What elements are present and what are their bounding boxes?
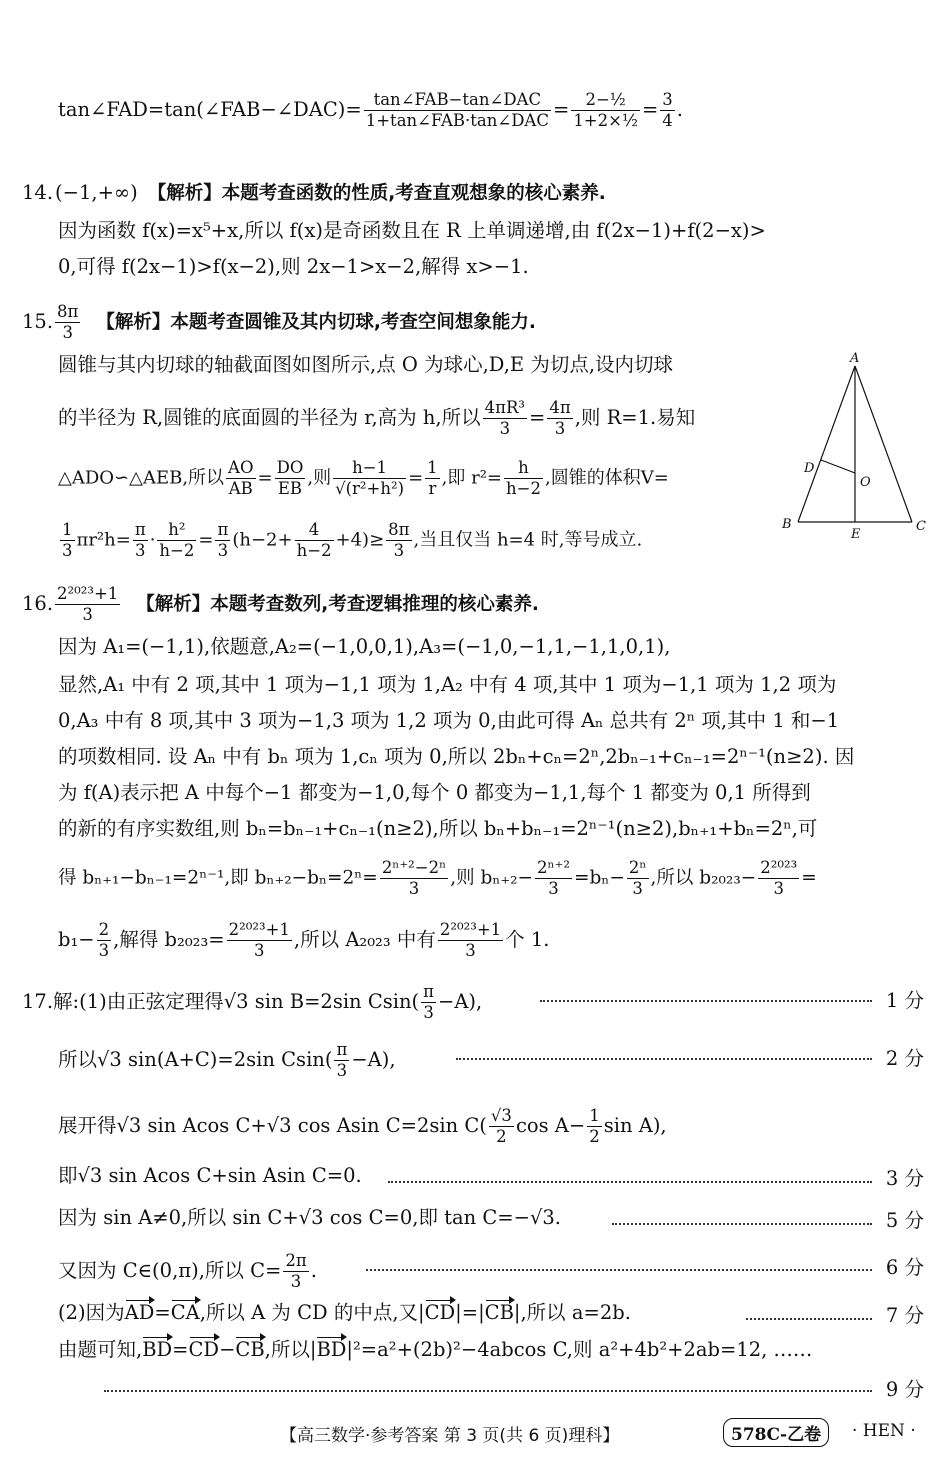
equals: = xyxy=(552,98,570,121)
fraction xyxy=(227,920,292,961)
vector: BD xyxy=(142,1338,173,1361)
fraction xyxy=(535,858,572,899)
fraction xyxy=(425,458,440,499)
denominator: 1+2×½ xyxy=(573,111,638,130)
fraction xyxy=(97,920,112,961)
text: sin A), xyxy=(603,1114,667,1137)
text: =bₙ− xyxy=(574,867,625,889)
score-9: 9 分 xyxy=(885,1378,924,1401)
denominator: 4 xyxy=(662,111,673,130)
leader-dots xyxy=(612,1223,872,1225)
p16-line5: 为 f(A)表示把 A 中每个−1 都变为−1,0,每个 0 都变为−1,1,每个 1 都变为 0,1 所得到 xyxy=(58,781,811,804)
p17-step6 xyxy=(58,1251,924,1292)
p15-line1: 圆锥与其内切球的轴截面图如图所示,点 O 为球心,D,E 为切点,设内切球 xyxy=(58,353,674,376)
fraction xyxy=(504,458,543,499)
text: 得 bₙ₊₁−bₙ₋₁=2ⁿ⁻¹,即 bₙ₊₂−bₙ=2ⁿ= xyxy=(58,867,378,889)
problem-number: 14. xyxy=(22,181,54,204)
denominator: h−2 xyxy=(506,479,541,498)
leader-dots xyxy=(456,1058,872,1060)
numerator: 2ⁿ xyxy=(628,858,647,877)
leader-dots xyxy=(104,1390,872,1392)
text: 个 1. xyxy=(505,928,550,951)
fraction xyxy=(334,1040,349,1081)
p17-step3 xyxy=(58,1106,924,1147)
text: b₁− xyxy=(58,928,95,951)
denominator: 3 xyxy=(773,879,785,898)
fraction xyxy=(364,90,551,131)
vector: CD xyxy=(424,1301,456,1324)
text: = xyxy=(154,1301,171,1324)
fraction xyxy=(421,982,436,1023)
score-5: 5 分 xyxy=(885,1209,924,1232)
fraction xyxy=(275,458,306,499)
fraction xyxy=(380,858,448,899)
denominator: 3 xyxy=(290,1272,302,1291)
text: . xyxy=(310,1259,317,1282)
denominator: 3 xyxy=(393,541,405,560)
fraction xyxy=(571,90,640,131)
text: 展开得√3 sin Acos C+√3 cos Asin C=2sin C( xyxy=(58,1114,487,1137)
edge-ac xyxy=(855,366,912,522)
text: ,所以 b₂₀₂₃− xyxy=(650,867,757,889)
numerator: π xyxy=(134,520,146,539)
numerator: 1 xyxy=(589,1106,600,1125)
p16-line6: 的新的有序实数组,则 bₙ=bₙ₋₁+cₙ₋₁(n≥2),所以 bₙ+bₙ₋₁=2ⁿ⁻¹(n≥2),bₙ₊₁+bₙ=2ⁿ,可 xyxy=(58,817,818,840)
text: 的半径为 R,圆锥的底面圆的半径为 r,高为 h,所以 xyxy=(58,406,481,429)
vector: CB xyxy=(235,1338,265,1361)
fraction xyxy=(547,398,572,439)
period: . xyxy=(676,98,683,121)
text: ,当且仅当 h=4 时,等号成立. xyxy=(413,529,643,551)
numerator: 2²⁰²³+1 xyxy=(439,920,502,939)
numerator: 2π xyxy=(285,1251,307,1270)
label-c: C xyxy=(916,519,926,534)
numerator: 4π xyxy=(549,398,571,417)
numerator: h xyxy=(504,458,543,479)
denominator: 2 xyxy=(496,1127,507,1146)
p16-line2: 显然,A₁ 中有 2 项,其中 1 项为−1,1 项为 1,A₂ 中有 4 项,其中 1 项为−1,1 项为 1,2 项为 xyxy=(58,673,837,696)
label-e: E xyxy=(851,527,861,542)
text: ,则 bₙ₊₂− xyxy=(450,867,534,889)
leader-dots xyxy=(366,1269,872,1271)
numerator: 2−½ xyxy=(571,90,640,111)
text: ,所以| xyxy=(264,1338,317,1361)
p17-step4: 即√3 sin Acos C+sin Asin C=0. xyxy=(58,1164,362,1187)
text: ,所以 A 为 CD 的中点,又| xyxy=(199,1301,425,1324)
denominator: 3 xyxy=(62,541,73,560)
denominator: 2 xyxy=(589,1127,600,1146)
fraction xyxy=(483,398,527,439)
text: 又因为 C∈(0,π),所以 C= xyxy=(58,1259,282,1282)
numerator: DO xyxy=(276,458,304,477)
leader-dots xyxy=(540,1000,872,1002)
p17-step8 xyxy=(58,1337,924,1363)
formula-tan-fad xyxy=(58,90,924,131)
label-o: O xyxy=(860,475,871,490)
problem-number: 16. xyxy=(22,592,54,615)
label-b: B xyxy=(782,517,792,532)
label-a: A xyxy=(850,351,860,366)
problem-number: 15. xyxy=(22,310,54,333)
vector: CD xyxy=(188,1338,220,1361)
numerator: 8π xyxy=(388,520,410,539)
text: 所以√3 sin(A+C)=2sin Csin( xyxy=(58,1048,333,1071)
text: −A), xyxy=(438,990,483,1013)
text: = xyxy=(801,867,817,889)
text: ,圆锥的体积V= xyxy=(544,467,669,489)
denominator: 3 xyxy=(465,941,476,960)
score-6: 6 分 xyxy=(885,1256,924,1279)
denominator: 3 xyxy=(554,419,566,438)
equals: = xyxy=(257,467,273,489)
leader-dots xyxy=(746,1318,872,1320)
fraction xyxy=(283,1251,308,1292)
analysis-heading: 【解析】本题考查函数的性质,考查直观想象的核心素养. xyxy=(147,183,606,204)
answer: (−1,+∞) xyxy=(55,181,138,204)
denominator: 3 xyxy=(499,419,511,438)
numerator: 2ⁿ⁺²−2ⁿ xyxy=(381,858,447,877)
denominator: 3 xyxy=(254,941,265,960)
fraction xyxy=(60,520,75,561)
numerator: 1 xyxy=(427,458,438,477)
text: · xyxy=(149,529,156,551)
text: πr²h= xyxy=(76,529,131,551)
answer-fraction xyxy=(55,584,120,625)
numerator: 1 xyxy=(62,520,73,539)
vector: BD xyxy=(316,1338,347,1361)
numerator: 4πR³ xyxy=(484,398,526,417)
denominator: 3 xyxy=(217,541,229,560)
text: |²=a²+(2b)²−4abcos C,则 a²+4b²+2ab=12, xyxy=(346,1338,768,1361)
denominator: r xyxy=(428,479,437,498)
text: = xyxy=(198,529,214,551)
fraction xyxy=(627,858,649,899)
fraction xyxy=(587,1106,602,1147)
fraction xyxy=(215,520,230,561)
text: (2)因为 xyxy=(58,1301,125,1324)
numerator: 2ⁿ⁺² xyxy=(537,858,570,877)
text: |,所以 a=2b. xyxy=(513,1301,631,1324)
vector: CB xyxy=(484,1301,514,1324)
denominator: 1+tan∠FAB·tan∠DAC xyxy=(365,111,549,130)
score-3: 3 分 xyxy=(885,1167,924,1190)
p17-step7 xyxy=(58,1300,924,1326)
text: 由题可知, xyxy=(58,1338,143,1361)
numerator: 2²⁰²³+1 xyxy=(57,584,119,603)
p16-header xyxy=(22,584,924,625)
p16-line8 xyxy=(58,920,924,961)
numerator: 2²⁰²³ xyxy=(760,858,798,877)
fraction xyxy=(386,520,411,561)
p15-header xyxy=(22,302,924,343)
denominator: h−2 xyxy=(159,541,195,560)
p15-line3 xyxy=(58,458,770,499)
text: △ADO∽△AEB,所以 xyxy=(58,467,225,489)
text: − xyxy=(219,1338,236,1361)
label-d: D xyxy=(804,461,815,476)
denominator: 3 xyxy=(548,879,559,898)
p17-step1 xyxy=(22,982,924,1023)
denominator: 3 xyxy=(632,879,643,898)
numerator: π xyxy=(336,1040,348,1059)
text: ,则 xyxy=(307,467,332,489)
problem-number: 17. xyxy=(22,990,54,1013)
fraction xyxy=(333,458,406,499)
hen-mark: · HEN · xyxy=(852,1421,916,1441)
p16-line7 xyxy=(58,858,924,899)
fraction xyxy=(660,90,675,131)
denominator: 3 xyxy=(423,1003,434,1022)
numerator: 2 xyxy=(98,920,110,939)
equals: = xyxy=(529,406,546,429)
numerator: 2²⁰²³+1 xyxy=(228,920,290,939)
denominator: AB xyxy=(228,479,253,498)
fraction xyxy=(226,458,255,499)
text: 解:(1)由正弦定理得√3 sin B=2sin Csin( xyxy=(53,990,420,1013)
p14-line1: 因为函数 f(x)=x⁵+x,所以 f(x)是奇函数且在 R 上单调递增,由 f(2x−1)+f(2−x)> xyxy=(58,219,766,242)
answer-fraction xyxy=(55,302,80,343)
denominator: 3 xyxy=(408,879,420,898)
page-footer: 【高三数学·参考答案 第 3 页(共 6 页)理科】 xyxy=(280,1426,620,1446)
equals: = xyxy=(408,467,424,489)
text: = xyxy=(172,1338,189,1361)
segment-do xyxy=(821,460,855,473)
fraction xyxy=(489,1106,514,1147)
cone-diagram xyxy=(778,348,928,548)
equals: = xyxy=(641,98,659,121)
fraction xyxy=(295,520,334,561)
edge-ab xyxy=(798,366,855,522)
denominator: 3 xyxy=(98,941,110,960)
paper-code: 578C-乙卷 xyxy=(723,1418,829,1447)
p16-line3: 0,A₃ 中有 8 项,其中 3 项为−1,3 项为 1,2 项为 0,由此可得 Aₙ 总共有 2ⁿ 项,其中 1 和−1 xyxy=(58,709,840,732)
formula-text: tan∠FAD=tan(∠FAB−∠DAC)= xyxy=(58,98,362,121)
text: ,所以 A₂₀₂₃ 中有 xyxy=(293,928,436,951)
text: −A), xyxy=(351,1048,396,1071)
p15-line4 xyxy=(58,520,770,561)
p16-line4: 的项数相同. 设 Aₙ 中有 bₙ 项为 1,cₙ 项为 0,所以 2bₙ+cₙ=2ⁿ,2bₙ₋₁+cₙ₋₁=2ⁿ⁻¹(n≥2). 因 xyxy=(58,745,855,768)
denominator: 3 xyxy=(62,323,73,342)
text: ,则 R=1.易知 xyxy=(574,406,696,429)
p17-step5: 因为 sin A≠0,所以 sin C+√3 cos C=0,即 tan C=−√3. xyxy=(58,1206,561,1229)
denominator: √(r²+h²) xyxy=(335,479,405,498)
denominator: h−2 xyxy=(296,541,332,560)
numerator: π xyxy=(217,520,229,539)
p16-line1: 因为 A₁=(−1,1),依题意,A₂=(−1,0,0,1),A₃=(−1,0,−1,1,−1,1,0,1), xyxy=(58,635,671,658)
score-2: 2 分 xyxy=(885,1047,924,1070)
denominator: 3 xyxy=(336,1061,348,1080)
text: |=| xyxy=(455,1301,485,1324)
score-7: 7 分 xyxy=(885,1304,924,1327)
analysis-heading: 【解析】本题考查数列,考查逻辑推理的核心素养. xyxy=(136,594,539,615)
text: +4)≥ xyxy=(335,529,385,551)
p15-line2 xyxy=(58,398,770,439)
fraction xyxy=(438,920,503,961)
numerator: 3 xyxy=(662,90,673,109)
numerator: 4 xyxy=(295,520,334,541)
text: cos A− xyxy=(515,1114,586,1137)
text: (h−2+ xyxy=(232,529,293,551)
numerator: h−1 xyxy=(333,458,406,479)
vector: CA xyxy=(170,1301,200,1324)
denominator: EB xyxy=(277,479,303,498)
fraction xyxy=(157,520,196,561)
score-1: 1 分 xyxy=(885,989,924,1012)
analysis-heading: 【解析】本题考查圆锥及其内切球,考查空间想象能力. xyxy=(96,312,536,333)
fraction xyxy=(758,858,799,899)
text: ,解得 b₂₀₂₃= xyxy=(113,928,225,951)
numerator: h² xyxy=(157,520,196,541)
p17-step2 xyxy=(58,1040,924,1081)
leader-dots xyxy=(388,1181,872,1183)
numerator: π xyxy=(423,982,435,1001)
text: …… xyxy=(773,1338,813,1361)
p14-header xyxy=(22,180,924,207)
denominator: 3 xyxy=(82,605,93,624)
numerator: √3 xyxy=(490,1106,512,1125)
numerator: AO xyxy=(228,458,254,477)
fraction xyxy=(133,520,148,561)
numerator: tan∠FAB−tan∠DAC xyxy=(364,90,551,111)
denominator: 3 xyxy=(135,541,146,560)
p14-line2: 0,可得 f(2x−1)>f(x−2),则 2x−1>x−2,解得 x>−1. xyxy=(58,255,529,278)
vector: AD xyxy=(124,1301,155,1324)
numerator: 8π xyxy=(57,302,79,321)
text: ,即 r²= xyxy=(441,467,503,489)
